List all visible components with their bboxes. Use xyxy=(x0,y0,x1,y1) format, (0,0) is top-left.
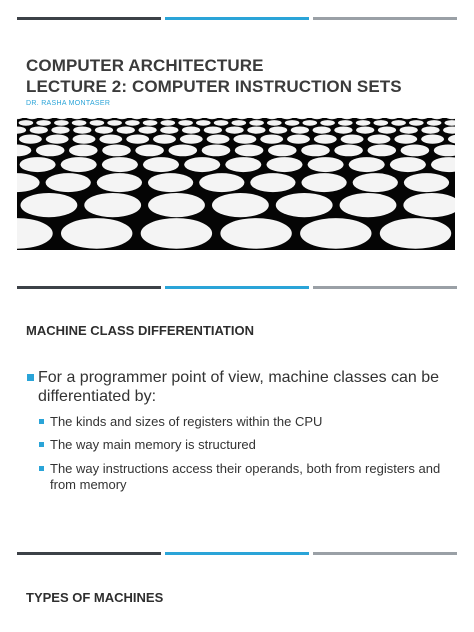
square-bullet-icon xyxy=(39,466,44,471)
slide1-bar-dark xyxy=(17,17,161,20)
slide3-bar-blue xyxy=(165,552,309,555)
slide2-bar-blue xyxy=(165,286,309,289)
slide2-bar-gray xyxy=(313,286,457,289)
slide3-bar-dark xyxy=(17,552,161,555)
slide1-bar-gray xyxy=(313,17,457,20)
slide2-bar-dark xyxy=(17,286,161,289)
slide3-heading: TYPES OF MACHINES xyxy=(26,590,164,605)
square-bullet-icon xyxy=(39,419,44,424)
square-bullet-icon xyxy=(39,442,44,447)
slide1-author: DR. RASHA MONTASER xyxy=(26,100,111,107)
slide2-heading: MACHINE CLASS DIFFERENTIATION xyxy=(26,323,254,338)
slide1-bar-blue xyxy=(165,17,309,20)
slide1-title-line1: COMPUTER ARCHITECTURE xyxy=(26,56,264,75)
square-bullet-icon xyxy=(27,374,34,381)
slide3-bar-gray xyxy=(313,552,457,555)
sub-bullet-text: The way instructions access their operands, both from registers and from memory xyxy=(50,461,441,492)
white-discs-image xyxy=(17,118,455,250)
sub-bullet-text: The way main memory is structured xyxy=(50,437,256,452)
slide1-title-line2: LECTURE 2: COMPUTER INSTRUCTION SETS xyxy=(26,77,402,96)
bullet-main-text: For a programmer point of view, machine classes can be differentiated by: xyxy=(38,369,440,405)
sub-bullet-text: The kinds and sizes of registers within the CPU xyxy=(50,414,323,429)
